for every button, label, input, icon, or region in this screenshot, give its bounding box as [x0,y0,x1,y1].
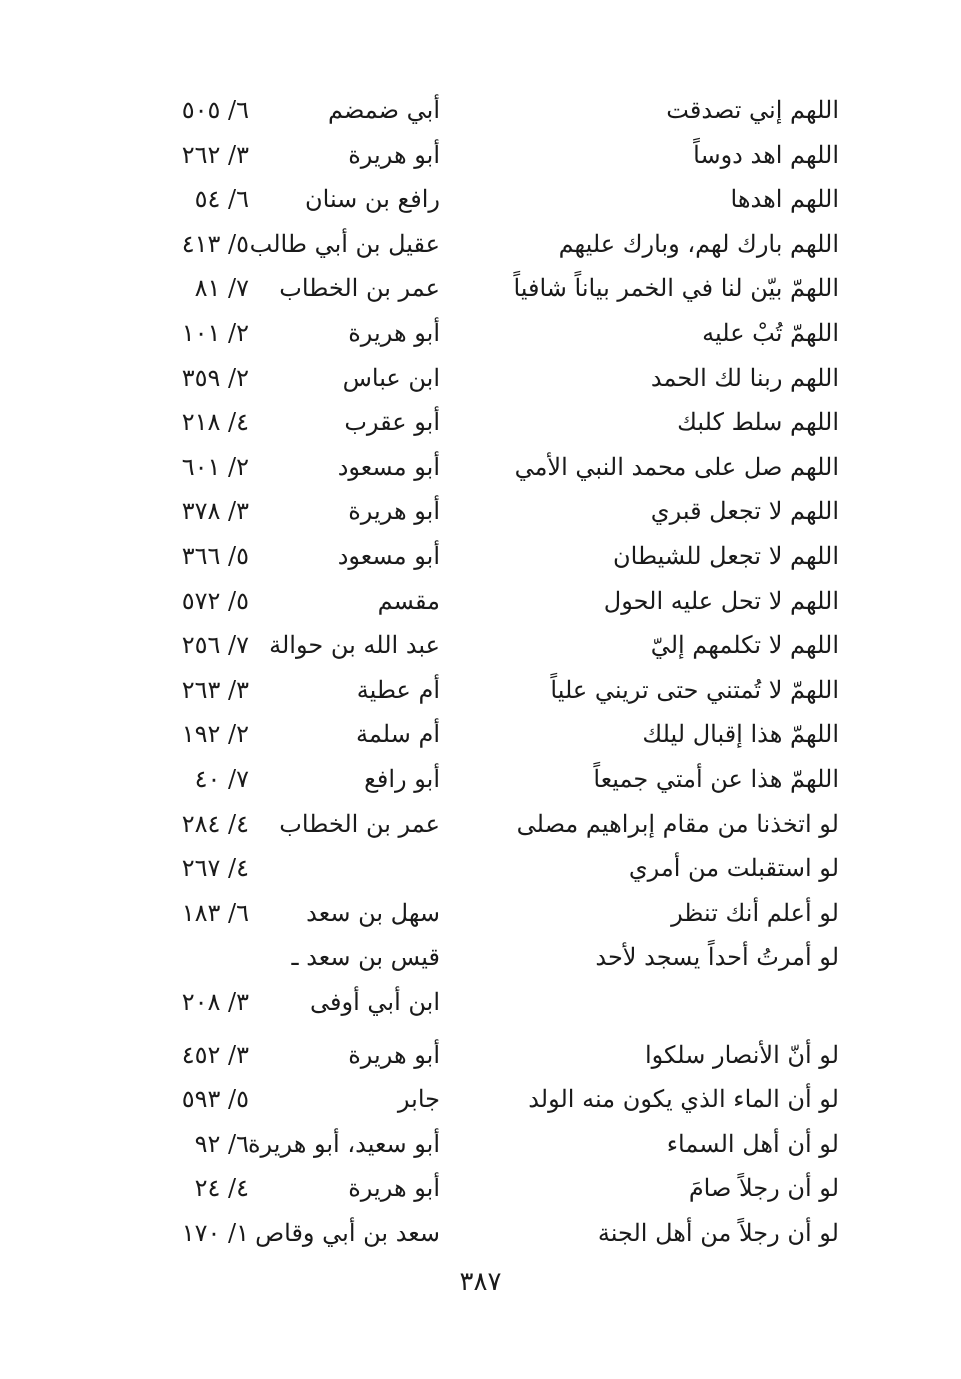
index-row [0,179,961,219]
index-row [0,581,961,621]
volume-page-reference: ٤/ ٢٦٧ [181,854,249,883]
narrator-name: ابن عباس [342,363,440,392]
index-row [0,447,961,487]
hadith-text: لو أعلم أنك تنظر [671,898,839,927]
hadith-text: لو أمرتُ أحداً يسجد لأحد [595,943,839,972]
volume-page-reference: ٤/ ٢٤ [194,1174,249,1203]
index-row [0,759,961,799]
hadith-text: اللهمّ هذا عن أمتي جميعاً [593,765,839,793]
index-row [0,848,961,888]
volume-page-reference: ٣/ ٢٦٢ [181,140,249,169]
hadith-text: لو استقبلت من أمري [628,854,839,883]
volume-page-reference: ٦/ ٩٢ [194,1129,249,1158]
hadith-text: لو أن أهل السماء [666,1129,839,1158]
volume-page-reference: ٧/ ٨١ [194,274,249,303]
volume-page-reference: ٤/ ٢١٨ [181,408,249,437]
index-row [0,1124,961,1164]
index-row [0,937,961,977]
volume-page-reference: ٥/ ٥٩٣ [181,1085,249,1114]
volume-page-reference: ٧/ ٢٥٦ [181,631,249,660]
index-row [0,1079,961,1119]
narrator-name: عقيل بن أبي طالب [249,229,440,258]
narrator-name: أم عطية [356,675,440,704]
hadith-text: اللهمّ هذا إقبال ليلك [642,720,839,749]
volume-page-reference: ٣/ ٢٠٨ [181,988,249,1016]
index-row [0,313,961,353]
narrator-name: أبو هريرة [348,1040,440,1069]
narrator-name: سهل بن سعد [306,898,440,927]
hadith-text: اللهم لا تجعل قبري [650,497,839,526]
volume-page-reference: ٣/ ٢٦٣ [181,675,249,704]
index-row [0,268,961,308]
index-row [0,135,961,175]
volume-page-reference: ٢/ ٦٠١ [181,452,249,481]
volume-page-reference: ٦/ ٥٤ [194,185,249,214]
volume-page-reference: ١/ ١٧٠ [181,1219,249,1247]
index-row [0,224,961,264]
hadith-text: لو أنّ الأنصار سلكوا [644,1040,839,1069]
index-row [0,1213,961,1253]
hadith-text: اللهم صل على محمد النبي الأمي [514,452,839,481]
hadith-text: اللهم إني تصدقت [666,96,839,124]
narrator-name: أبو سعيد، أبو هريرة [247,1129,440,1158]
narrator-name: رافع بن سنان [305,185,440,214]
narrator-name: أبو هريرة [348,1174,440,1203]
hadith-text: اللهم لا تجعل للشيطان [613,542,839,570]
volume-page-reference: ٢/ ٣٥٩ [181,363,249,392]
volume-page-reference: ٦/ ١٨٣ [181,898,249,927]
narrator-name: عبد الله بن حوالة [269,631,440,660]
hadith-text: اللهم لا تحل عليه الحول [603,586,839,615]
hadith-text: اللهم اهدها [730,185,839,214]
index-row [0,1168,961,1208]
narrator-name: أبو هريرة [348,319,440,347]
volume-page-reference: ٥/ ٣٦٦ [181,542,249,570]
hadith-text: اللهم ربنا لك الحمد [650,363,839,392]
narrator-name: مقسم [377,586,440,615]
narrator-name: سعد بن أبي وقاص [255,1219,440,1247]
index-row [0,625,961,665]
hadith-text: لو أن الماء الذي يكون منه الولد [528,1085,839,1114]
hadith-text: اللهم لا تكلمهم إليّ [650,631,839,660]
narrator-name: ابن أبي أوفى [310,988,440,1016]
index-row [0,358,961,398]
hadith-text: اللهمّ تُبْ عليه [702,319,839,347]
index-row [0,536,961,576]
narrator-name: أبو هريرة [348,497,440,526]
index-row [0,90,961,130]
volume-page-reference: ٥/ ٥٧٢ [181,586,249,615]
volume-page-reference: ٤/ ٢٨٤ [181,809,249,838]
page-number: ٣٨٧ [459,1267,502,1297]
index-row [0,804,961,844]
index-row [0,714,961,754]
hadith-text: اللهم سلط كلبك [677,408,839,437]
index-row [0,893,961,933]
volume-page-reference: ٣/ ٤٥٢ [181,1040,249,1069]
narrator-name: عمر بن الخطاب [279,274,440,303]
narrator-name: أبو مسعود [337,542,440,570]
index-row [0,670,961,710]
narrator-name: أبو هريرة [348,140,440,169]
index-row [0,402,961,442]
narrator-name: أبو رافع [364,765,440,793]
hadith-text: لو اتخذنا من مقام إبراهيم مصلى [516,809,839,838]
volume-page-reference: ٢/ ١٩٢ [181,720,249,749]
index-row [0,1035,961,1075]
narrator-name: عمر بن الخطاب [279,809,440,838]
narrator-name: أبو مسعود [337,452,440,481]
narrator-name: قيس بن سعد ـ [291,943,440,972]
narrator-name: أبو عقرب [344,408,440,437]
volume-page-reference: ٧/ ٤٠ [194,765,249,793]
index-row [0,491,961,531]
volume-page-reference: ٢/ ١٠١ [181,319,249,347]
volume-page-reference: ٥/ ٤١٣ [181,229,249,258]
narrator-name: أبي ضمضم [327,96,440,124]
hadith-text: اللهم بارك لهم، وبارك عليهم [558,229,839,258]
hadith-text: لو أن رجلاً من أهل الجنة [597,1219,839,1247]
narrator-name: أم سلمة [356,720,440,749]
narrator-name: جابر [397,1085,440,1114]
hadith-text: لو أن رجلاً صامَ [688,1174,839,1203]
hadith-text: اللهمّ بيّن لنا في الخمر بياناً شافياً [513,274,839,303]
volume-page-reference: ٦/ ٥٠٥ [181,96,249,124]
hadith-text: اللهم اهد دوساً [693,140,839,169]
volume-page-reference: ٣/ ٣٧٨ [181,497,249,526]
hadith-text: اللهمّ لا تُمتني حتى تريني علياً [550,675,839,704]
index-row [0,982,961,1022]
